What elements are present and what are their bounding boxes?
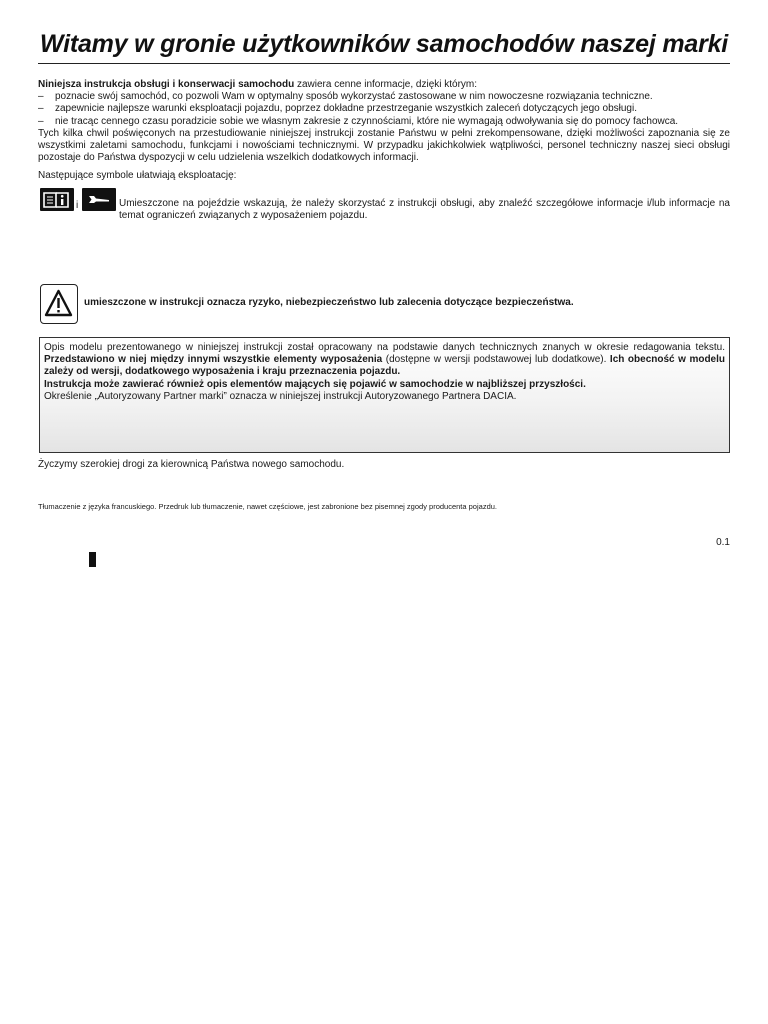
info-text: Opis modelu prezentowanego w niniejszej instrukcji został opracowany na podstawie danych technicznych znanych w okresie redagowania tekstu. <box>44 342 725 353</box>
intro-bullet-text: zapewnicie najlepsze warunki eksploatacji pojazdu, poprzez dokładne przestrzeganie wszystkich zaleceń dotyczących jego obsługi. <box>55 103 637 115</box>
intro-bullet <box>38 103 730 115</box>
info-paragraph <box>44 342 725 379</box>
intro-bullet <box>38 91 730 103</box>
copyright-footnote: Tłumaczenie z języka francuskiego. Przedruk lub tłumaczenie, nawet częściowe, jest zabronione bez pisemnej zgody producenta pojazdu. <box>38 502 497 511</box>
warning-triangle-icon <box>40 284 78 324</box>
intro-bullet <box>38 116 730 128</box>
info-bold-text: Instrukcja może zawierać również opis elementów mających się pojawić w samochodzie w najbliższej przyszłości. <box>44 378 586 390</box>
symbols-row <box>38 188 730 228</box>
wrench-icon <box>82 188 116 211</box>
page-title: Witamy w gronie użytkowników samochodów naszej marki <box>39 30 729 58</box>
intro-bullet-text: poznacie swój samochód, co pozwoli Wam w optymalny sposób wykorzystać zastosowane w nim nowoczesne rozwiązania techniczne. <box>55 91 653 103</box>
bullet-dash: – <box>38 91 44 103</box>
symbols-conjunction: i <box>76 200 79 211</box>
info-paragraph <box>44 379 725 391</box>
manual-book-icon <box>40 188 74 211</box>
page-number: 0.1 <box>716 537 730 548</box>
info-text: (dostępne w wersji podstawowej lub dodatkowe). <box>382 354 610 366</box>
intro-closing: Tych kilka chwil poświęconych na przestudiowanie niniejszej instrukcji zostanie Państwu w pełni zrekompensowane, dzięki możliwości zapoznania się ze wszystkimi zaletami samochodu, funkcjami i nowościami technicznymi. W przypadku jakichkolwiek wątpliwości, personel techniczny naszej sieci obsługi pozostaje do Państwa dyspozycji w celu udzielenia wszelkich dodatkowych informacji. <box>38 127 730 164</box>
intro-lead <box>38 79 730 91</box>
intro-bullet-text: nie tracąc cennego czasu poradzicie sobie we własnym zakresie z czynnościami, które nie wymagają odwoływania się do pomocy fachowca. <box>55 115 679 127</box>
title-underline <box>38 63 730 64</box>
bullet-dash: – <box>38 115 44 127</box>
warning-row <box>38 284 730 326</box>
symbols-heading: Następujące symbole ułatwiają eksploatację: <box>38 170 237 181</box>
crop-mark <box>89 552 96 567</box>
info-bold-text: Przedstawiono w niej między innymi wszystkie elementy wyposażenia <box>44 354 383 366</box>
closing-wish: Życzymy szerokiej drogi za kierownicą Państwa nowego samochodu. <box>38 459 345 470</box>
intro-section <box>38 79 730 164</box>
info-bold-text: Ich obecność w modelu zależy od wersji, dodatkowego wyposażenia i kraju przeznaczenia pojazdu. <box>44 354 726 378</box>
bullet-dash: – <box>38 103 44 115</box>
symbols-description: Umieszczone na pojeździe wskazują, że należy skorzystać z instrukcji obsługi, aby znaleźć szczegółowe informacje i/lub informacje na temat ograniczeń związanych z wyposażeniem pojazdu. <box>119 198 730 222</box>
intro-lead-rest: zawiera cenne informacje, dzięki którym: <box>294 79 478 90</box>
info-paragraph: Określenie „Autoryzowany Partner marki” oznacza w niniejszej instrukcji Autoryzowanego Partnera DACIA. <box>44 390 517 402</box>
intro-lead-bold: Niniejsza instrukcja obsługi i konserwacji samochodu <box>38 79 295 90</box>
warning-description: umieszczone w instrukcji oznacza ryzyko, niebezpieczeństwo lub zalecenia dotyczące bezpieczeństwa. <box>84 297 574 308</box>
info-box <box>39 337 730 453</box>
